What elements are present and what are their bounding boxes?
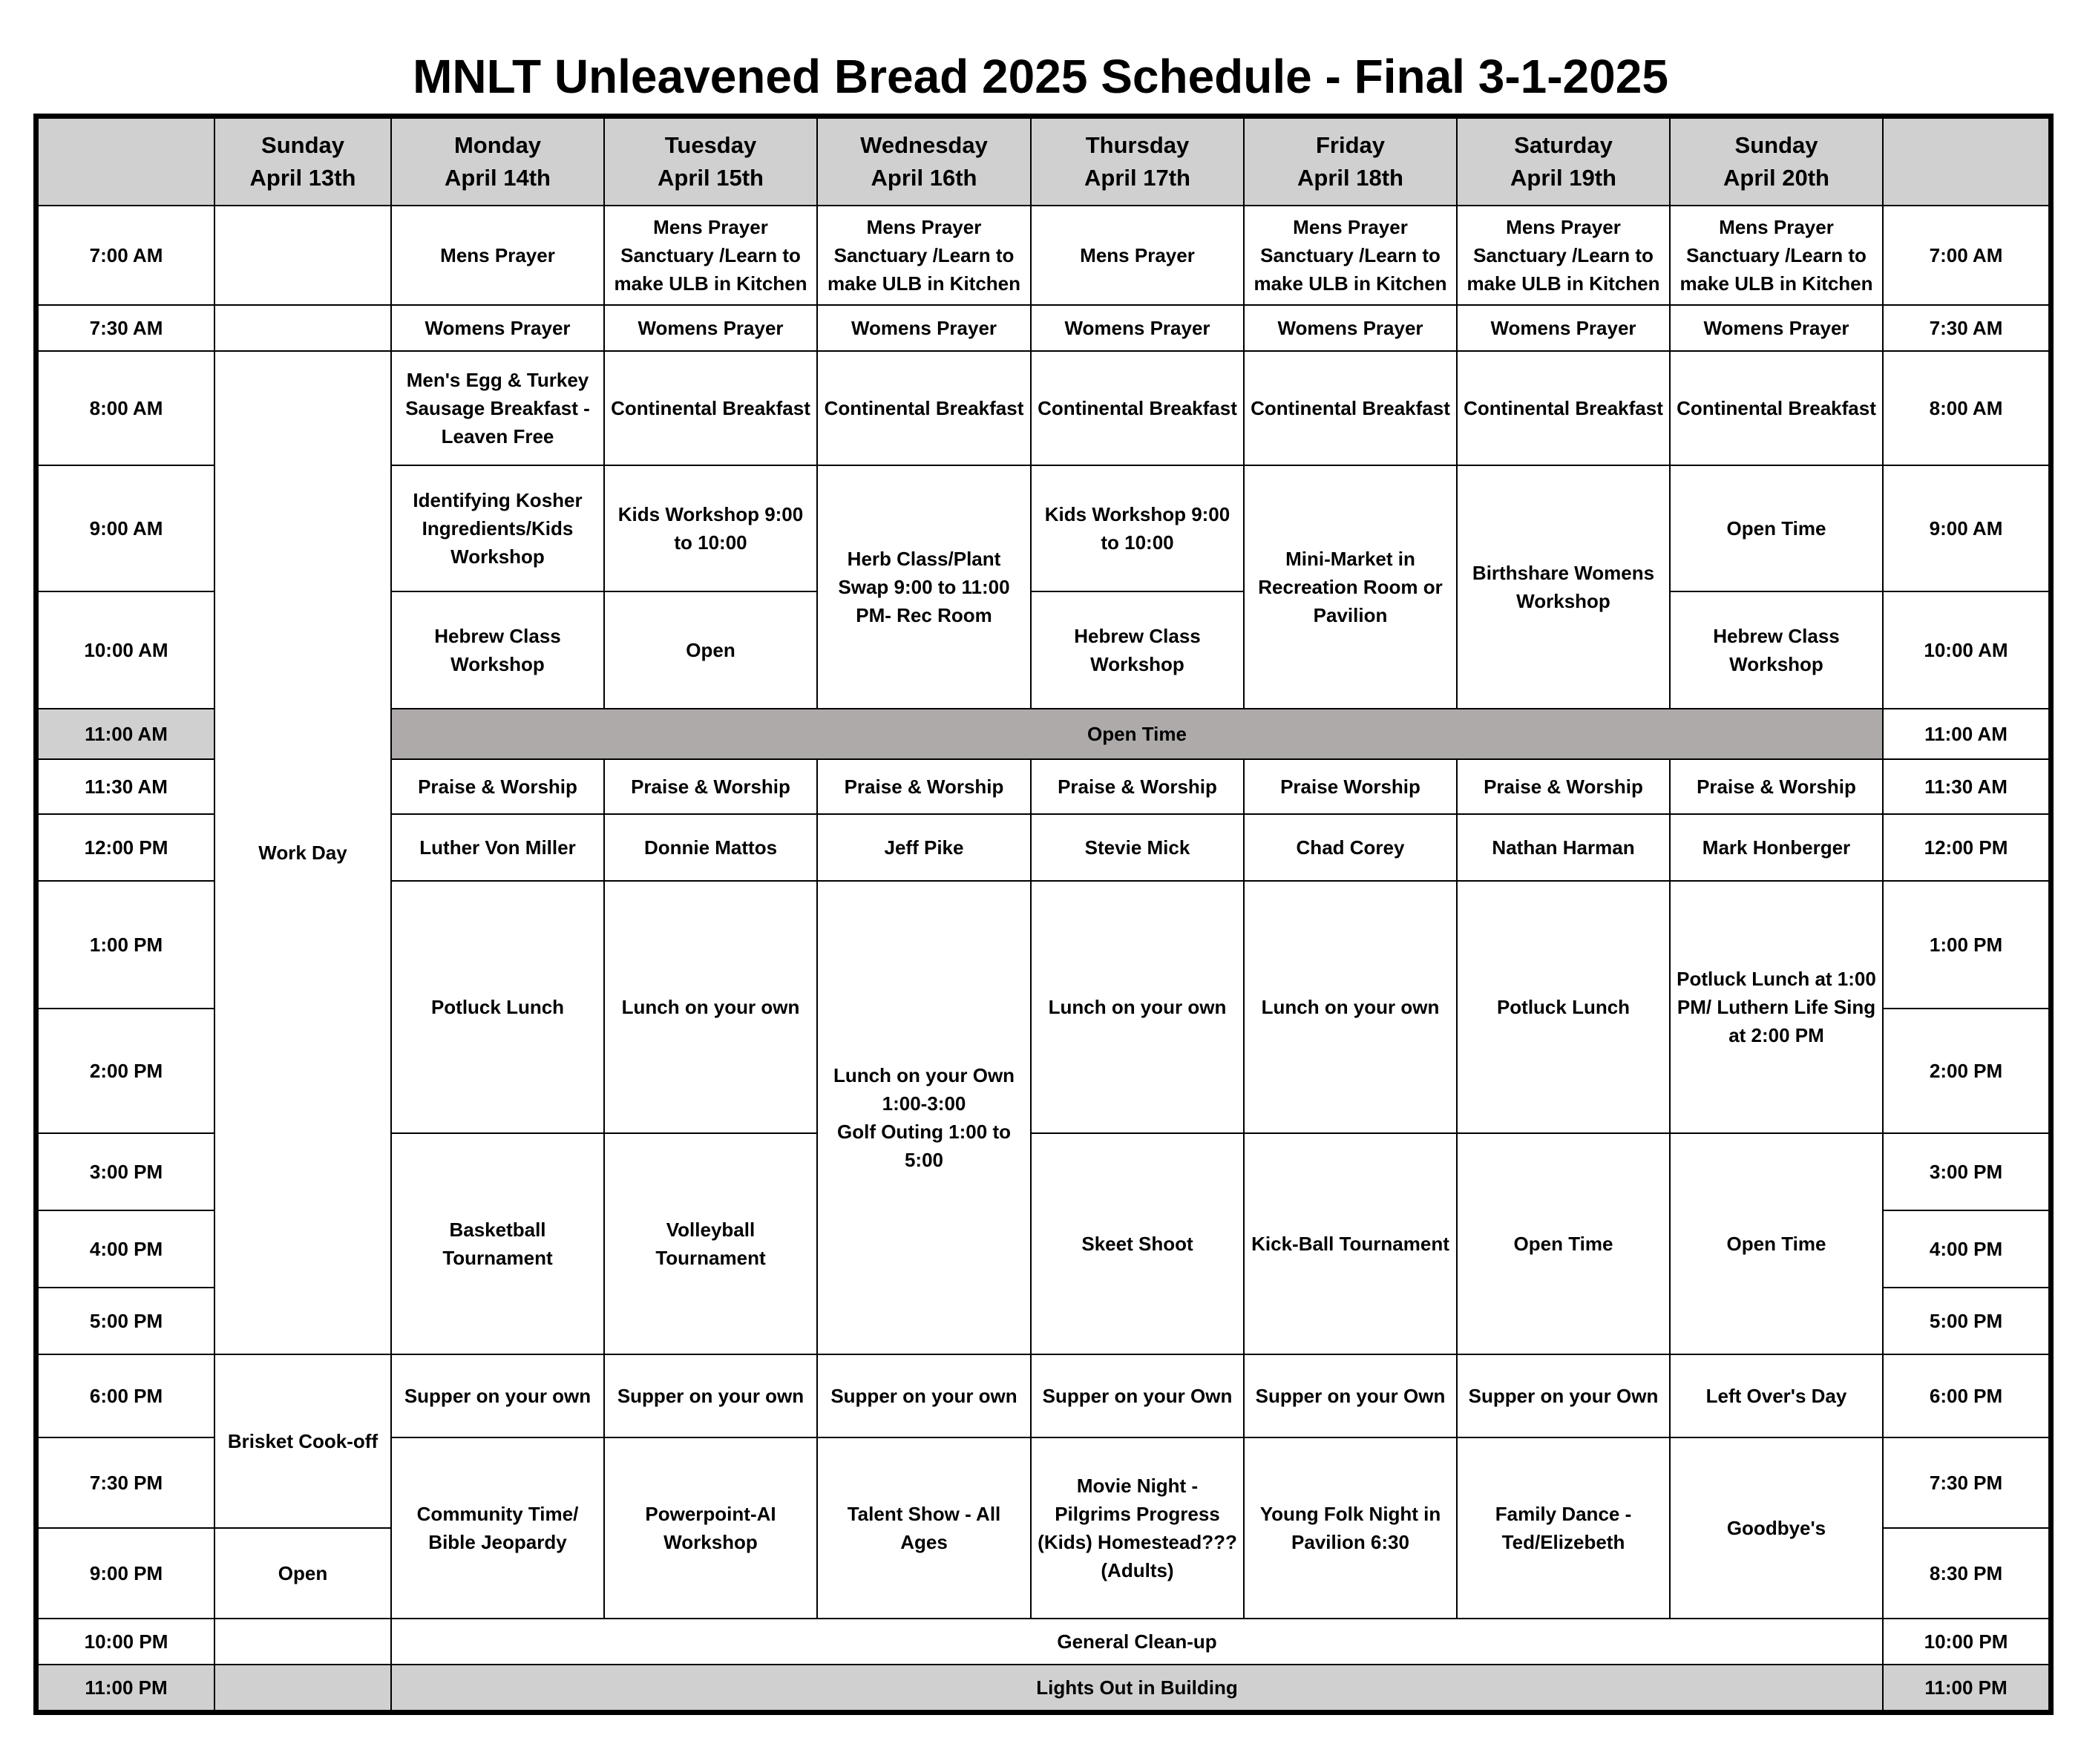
header-day: Wednesday [860,132,988,158]
header-day: Monday [453,132,542,158]
header-date: April 13th [249,165,356,191]
event-cell: Potluck Lunch at 1:00 PM/ Luthern Life Sing at 2:00 PM [1670,881,1883,1133]
time-label-left: 7:00 AM [38,206,214,305]
event-cell-golf [817,881,1031,1354]
event-cell: Praise & Worship [1670,759,1883,814]
time-label-right: 1:00 PM [1883,881,2049,1009]
event-cell: Womens Prayer [604,305,817,351]
header-day: Saturday [1514,132,1613,158]
event-cell: Continental Breakfast [604,351,817,465]
event-cell: Open Time [1670,1133,1883,1354]
event-cell: Movie Night - Pilgrims Progress (Kids) Homestead??? (Adults) [1031,1437,1244,1619]
time-label-right: 11:00 PM [1883,1665,2049,1711]
event-cell: Talent Show - All Ages [817,1437,1031,1619]
event-cell [214,206,391,305]
event-cell: Lunch on your own [1031,881,1244,1133]
event-cell: Powerpoint-AI Workshop [604,1437,817,1619]
header-date: April 19th [1510,165,1616,191]
event-cell: Donnie Mattos [604,814,817,881]
header-saturday [1457,118,1670,206]
event-cell: Supper on your own [391,1354,604,1437]
event-cell: Womens Prayer [1244,305,1457,351]
event-cell: Mens Prayer Sanctuary /Learn to make ULB in Kitchen [817,206,1031,305]
event-cell: Open Time [1457,1133,1670,1354]
header-friday [1244,118,1457,206]
event-cell: Kick-Ball Tournament [1244,1133,1457,1354]
header-sunday-april-20 [1670,118,1883,206]
event-cell: Supper on your Own [1457,1354,1670,1437]
event-cell: Open [214,1528,391,1619]
time-label-right: 8:30 PM [1883,1528,2049,1619]
event-cell: Luther Von Miller [391,814,604,881]
event-cell: Continental Breakfast [1031,351,1244,465]
header-tuesday [604,118,817,206]
event-cell: Supper on your own [604,1354,817,1437]
event-cell: Birthshare Womens Workshop [1457,465,1670,709]
time-label-left: 2:00 PM [38,1009,214,1133]
event-line: Lunch on your Own 1:00-3:00 [833,1064,1015,1115]
page-title: MNLT Unleavened Bread 2025 Schedule - Final 3-1-2025 [413,50,1668,103]
header-date: April 15th [658,165,764,191]
event-cell: Stevie Mick [1031,814,1244,881]
time-label-right: 7:30 PM [1883,1437,2049,1528]
event-cell: Womens Prayer [1670,305,1883,351]
work-day-cell: Work Day [214,351,391,1354]
event-cell: Praise & Worship [391,759,604,814]
header-day: Sunday [1734,132,1818,158]
time-label-left: 5:00 PM [38,1288,214,1354]
event-cell: Praise & Worship [1031,759,1244,814]
event-cell: Community Time/ Bible Jeopardy [391,1437,604,1619]
time-label-left: 1:00 PM [38,881,214,1009]
event-cell: Basketball Tournament [391,1133,604,1354]
event-cell: Men's Egg & Turkey Sausage Breakfast - Leaven Free [391,351,604,465]
header-date: April 14th [445,165,551,191]
event-cell: Jeff Pike [817,814,1031,881]
event-cell: Mens Prayer [391,206,604,305]
time-label-right: 4:00 PM [1883,1210,2049,1288]
event-cell: Supper on your Own [1031,1354,1244,1437]
event-cell: Hebrew Class Workshop [1670,591,1883,709]
open-time-bar: Open Time [391,709,1883,759]
time-label-right: 9:00 AM [1883,465,2049,591]
event-cell: Womens Prayer [1031,305,1244,351]
general-cleanup-bar: General Clean-up [391,1619,1883,1665]
time-label-left: 3:00 PM [38,1133,214,1210]
header-date: April 18th [1297,165,1403,191]
time-label-left: 8:00 AM [38,351,214,465]
schedule-table [37,117,2050,1711]
header-date: April 20th [1723,165,1829,191]
header-thursday [1031,118,1244,206]
time-label-left: 9:00 AM [38,465,214,591]
event-cell [214,1619,391,1665]
header-date: April 17th [1084,165,1190,191]
event-cell: Praise & Worship [817,759,1031,814]
lights-out-bar: Lights Out in Building [391,1665,1883,1711]
event-cell: Mark Honberger [1670,814,1883,881]
event-cell: Continental Breakfast [1244,351,1457,465]
event-cell: Nathan Harman [1457,814,1670,881]
time-label-right: 5:00 PM [1883,1288,2049,1354]
event-cell: Mens Prayer Sanctuary /Learn to make ULB in Kitchen [1457,206,1670,305]
event-cell: Mens Prayer Sanctuary /Learn to make ULB in Kitchen [1670,206,1883,305]
header-day: Friday [1315,132,1386,158]
time-label-right: 12:00 PM [1883,814,2049,881]
time-label-right: 7:00 AM [1883,206,2049,305]
time-label-left: 11:00 AM [38,709,214,759]
event-cell [214,305,391,351]
event-cell: Lunch on your own [604,881,817,1133]
time-label-right: 6:00 PM [1883,1354,2049,1437]
time-label-left: 4:00 PM [38,1210,214,1288]
event-cell: Volleyball Tournament [604,1133,817,1354]
time-label-left: 6:00 PM [38,1354,214,1437]
event-cell: Potluck Lunch [391,881,604,1133]
time-label-left: 10:00 PM [38,1619,214,1665]
header-wednesday [817,118,1031,206]
time-label-left: 12:00 PM [38,814,214,881]
header-date: April 16th [871,165,977,191]
time-label-left: 10:00 AM [38,591,214,709]
event-cell: Supper on your own [817,1354,1031,1437]
event-cell: Chad Corey [1244,814,1457,881]
event-cell: Praise Worship [1244,759,1457,814]
event-cell: Mens Prayer [1031,206,1244,305]
header-day: Sunday [261,132,344,158]
header-day: Thursday [1085,132,1190,158]
event-cell: Young Folk Night in Pavilion 6:30 [1244,1437,1457,1619]
time-label-left: 7:30 PM [38,1437,214,1528]
time-label-left: 9:00 PM [38,1528,214,1619]
event-cell [214,1665,391,1711]
event-cell: Supper on your Own [1244,1354,1457,1437]
time-label-right: 2:00 PM [1883,1009,2049,1133]
event-cell: Goodbye's [1670,1437,1883,1619]
event-cell: Continental Breakfast [1457,351,1670,465]
event-cell: Open [604,591,817,709]
event-cell: Identifying Kosher Ingredients/Kids Workshop [391,465,604,591]
event-cell: Womens Prayer [391,305,604,351]
event-cell: Mens Prayer Sanctuary /Learn to make ULB in Kitchen [604,206,817,305]
time-label-right: 3:00 PM [1883,1133,2049,1210]
time-label-right: 10:00 PM [1883,1619,2049,1665]
event-cell: Herb Class/Plant Swap 9:00 to 11:00 PM- Rec Room [817,465,1031,709]
header-corner-left [38,118,214,206]
time-label-left: 7:30 AM [38,305,214,351]
event-cell: Hebrew Class Workshop [391,591,604,709]
event-cell: Kids Workshop 9:00 to 10:00 [1031,465,1244,591]
event-cell: Mens Prayer Sanctuary /Learn to make ULB in Kitchen [1244,206,1457,305]
header-monday [391,118,604,206]
event-cell: Kids Workshop 9:00 to 10:00 [604,465,817,591]
event-cell: Praise & Worship [1457,759,1670,814]
time-label-left: 11:30 AM [38,759,214,814]
event-cell: Womens Prayer [1457,305,1670,351]
event-line: Golf Outing 1:00 to 5:00 [837,1121,1011,1171]
event-cell: Praise & Worship [604,759,817,814]
header-sunday-april-13 [214,118,391,206]
event-cell: Womens Prayer [817,305,1031,351]
event-cell: Brisket Cook-off [214,1354,391,1528]
header-corner-right [1883,118,2049,206]
time-label-left: 11:00 PM [38,1665,214,1711]
event-cell: Family Dance - Ted/Elizebeth [1457,1437,1670,1619]
time-label-right: 10:00 AM [1883,591,2049,709]
event-cell: Mini-Market in Recreation Room or Pavilion [1244,465,1457,709]
time-label-right: 11:30 AM [1883,759,2049,814]
event-cell: Lunch on your own [1244,881,1457,1133]
event-cell: Continental Breakfast [1670,351,1883,465]
time-label-right: 11:00 AM [1883,709,2049,759]
time-label-right: 8:00 AM [1883,351,2049,465]
event-cell: Potluck Lunch [1457,881,1670,1133]
event-cell: Open Time [1670,465,1883,591]
header-day: Tuesday [664,132,757,158]
event-cell: Continental Breakfast [817,351,1031,465]
event-cell: Hebrew Class Workshop [1031,591,1244,709]
event-cell: Left Over's Day [1670,1354,1883,1437]
time-label-right: 7:30 AM [1883,305,2049,351]
event-cell: Skeet Shoot [1031,1133,1244,1354]
